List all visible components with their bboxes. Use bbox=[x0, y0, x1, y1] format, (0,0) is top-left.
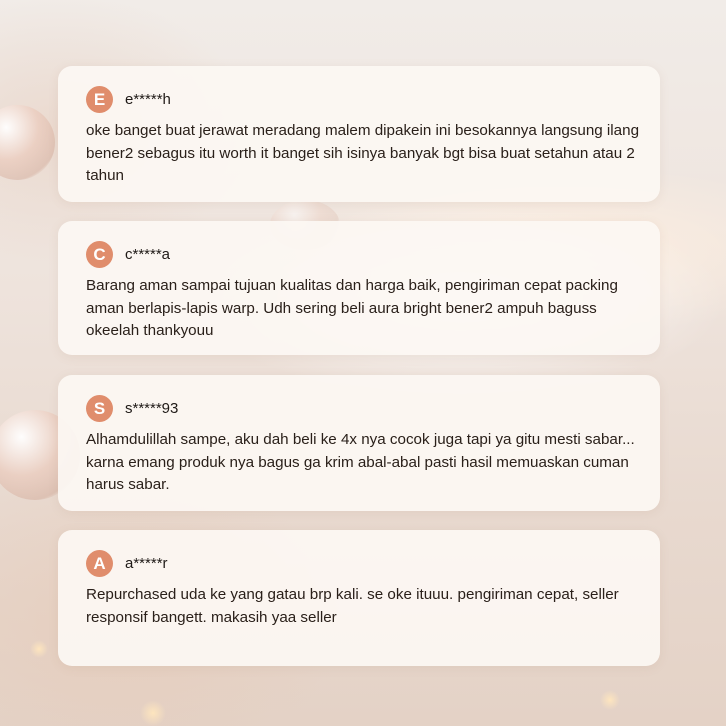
reviewer-username: c*****a bbox=[125, 246, 171, 263]
review-card bbox=[58, 66, 660, 202]
review-header bbox=[86, 241, 170, 268]
serum-bubble-decoration bbox=[0, 105, 55, 180]
avatar: S bbox=[86, 395, 113, 422]
review-header bbox=[86, 550, 168, 577]
review-header bbox=[86, 395, 178, 422]
review-text: Alhamdulillah sampe, aku dah beli ke 4x nya cocok juga tapi ya gitu mesti sabar... karna emang produk nya bagus ga krim abal-abal pasti hasil memuaskan cuman harus sabar. bbox=[86, 431, 635, 493]
reviewer-username: a*****r bbox=[125, 555, 168, 572]
review-text: Barang aman sampai tujuan kualitas dan harga baik, pengiriman cepat packing aman berlapis-lapis warp. Udh sering beli aura bright bener2 ampuh baguss okeelah thankyouu bbox=[86, 277, 618, 339]
review-text: oke banget buat jerawat meradang malem dipakein ini besokannya langsung ilang bener2 sebagus itu worth it banget sih isinya banyak bgt bisa buat setahun atau 2 tahun bbox=[86, 122, 640, 184]
light-sparkle-decoration bbox=[30, 640, 48, 658]
review-card bbox=[58, 375, 660, 511]
reviewer-username: e*****h bbox=[125, 91, 171, 108]
avatar: E bbox=[86, 86, 113, 113]
avatar: C bbox=[86, 241, 113, 268]
reviewer-username: s*****93 bbox=[125, 400, 179, 417]
review-card bbox=[58, 221, 660, 355]
review-header bbox=[86, 86, 171, 113]
review-text: Repurchased uda ke yang gatau brp kali. se oke ituuu. pengiriman cepat, seller responsif bangett. makasih yaa seller bbox=[86, 586, 619, 626]
avatar: A bbox=[86, 550, 113, 577]
light-sparkle-decoration bbox=[140, 700, 166, 726]
light-sparkle-decoration bbox=[600, 690, 620, 710]
review-card bbox=[58, 530, 660, 666]
